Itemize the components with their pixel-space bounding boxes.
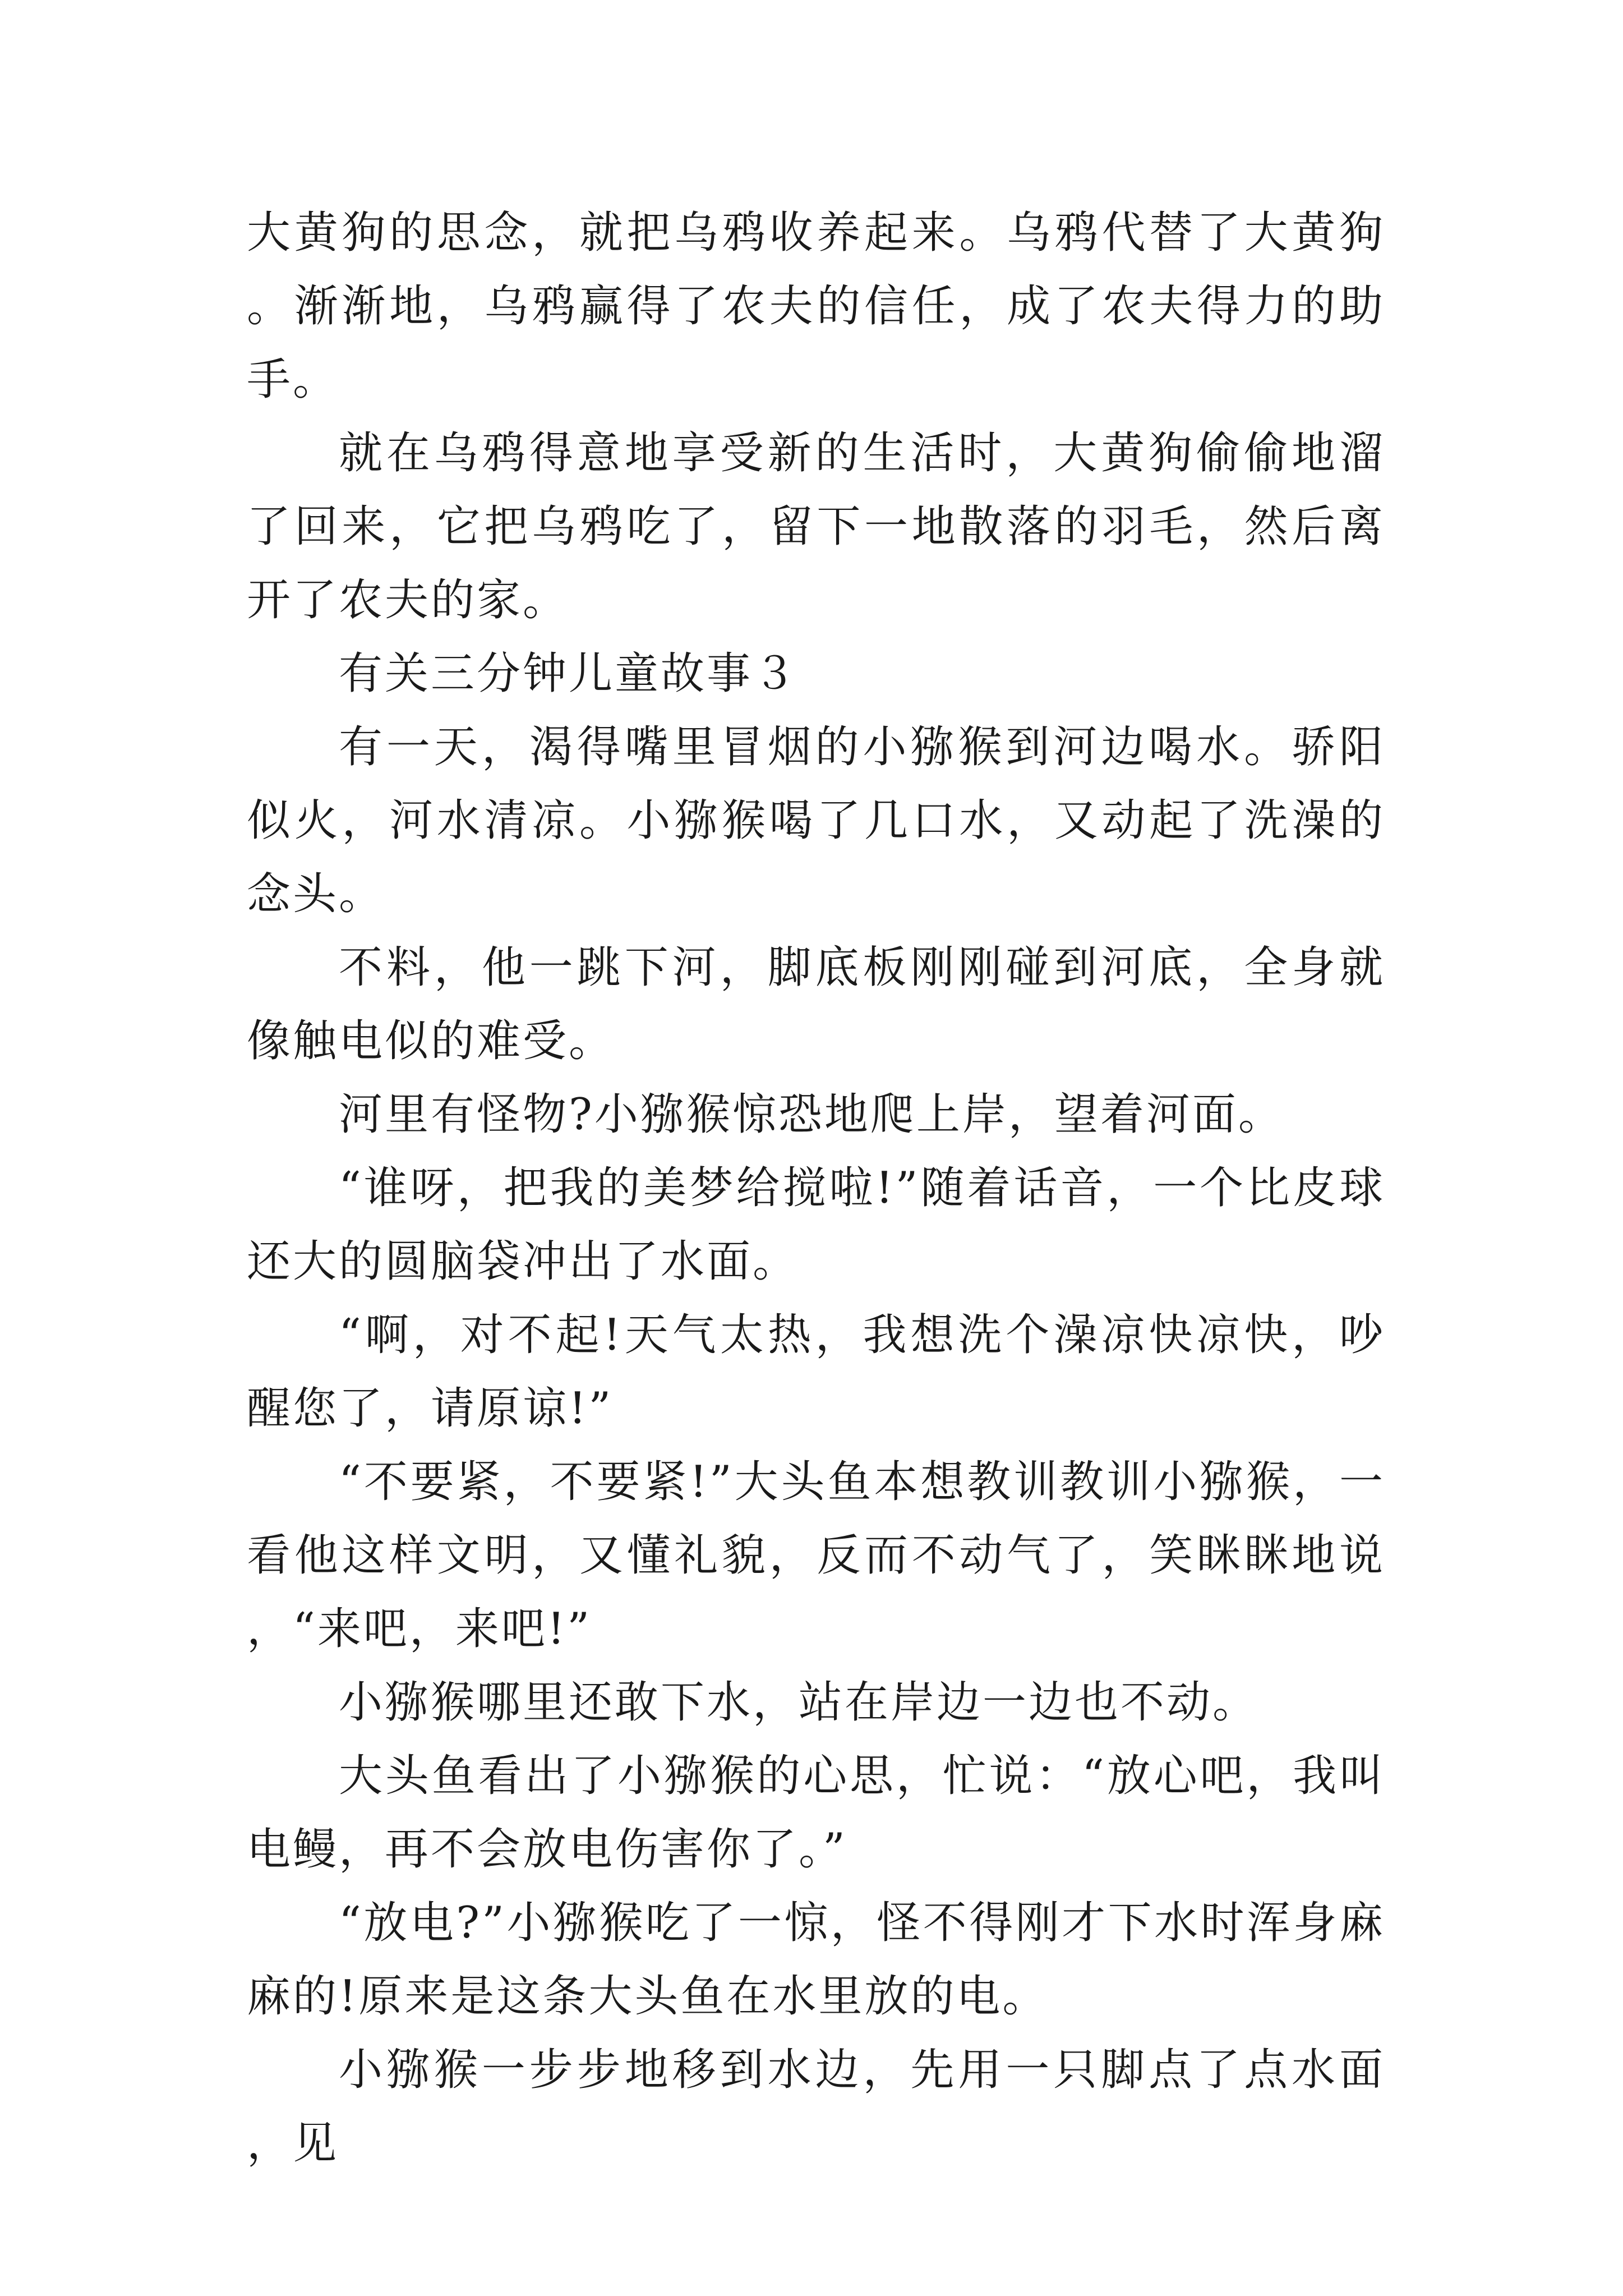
paragraph-2: 就在乌鸦得意地享受新的生活时，大黄狗偷偷地溜了回来，它把乌鸦吃了，留下一地散落的羽毛，然后离开了农夫的家。 <box>247 428 1385 625</box>
paragraph-11: “放电?”小猕猴吃了一惊，怪不得刚才下水时浑身麻麻的!原来是这条大头鱼在水里放的电。 <box>247 1898 1385 2022</box>
paragraph-5: 河里有怪物?小猕猴惊恐地爬上岸，望着河面。 <box>339 1089 1284 1140</box>
paragraph-6: “谁呀，把我的美梦给搅啦!”随着话音，一个比皮球还大的圆脑袋冲出了水面。 <box>247 1163 1385 1287</box>
paragraph-4: 不料，他一跳下河，脚底板刚刚碰到河底，全身就像触电似的难受。 <box>247 942 1385 1066</box>
story-heading: 有关三分钟儿童故事３ <box>339 648 799 699</box>
paragraph-12: 小猕猴一步步地移到水边，先用一只脚点了点水面，见 <box>247 2045 1385 2169</box>
document-body <box>247 196 1385 2180</box>
paragraph-1: 大黄狗的思念，就把乌鸦收养起来。乌鸦代替了大黄狗。渐渐地，乌鸦赢得了农夫的信任，成了农夫得力的助手。 <box>247 208 1385 405</box>
paragraph-3: 有一天，渴得嘴里冒烟的小猕猴到河边喝水。骄阳似火，河水清凉。小猕猴喝了几口水，又动起了洗澡的念头。 <box>247 722 1385 919</box>
paragraph-7: “啊，对不起!天气太热，我想洗个澡凉快凉快，吵醒您了，请原谅!” <box>247 1310 1385 1434</box>
paragraph-8: “不要紧，不要紧!”大头鱼本想教训教训小猕猴，一看他这样文明，又懂礼貌，反而不动气了，笑眯眯地说，“来吧，来吧!” <box>247 1457 1385 1654</box>
paragraph-10: 大头鱼看出了小猕猴的心思，忙说：“放心吧，我叫电鳗，再不会放电伤害你了。” <box>247 1751 1385 1875</box>
paragraph-9: 小猕猴哪里还敢下水，站在岸边一边也不动。 <box>339 1677 1259 1728</box>
